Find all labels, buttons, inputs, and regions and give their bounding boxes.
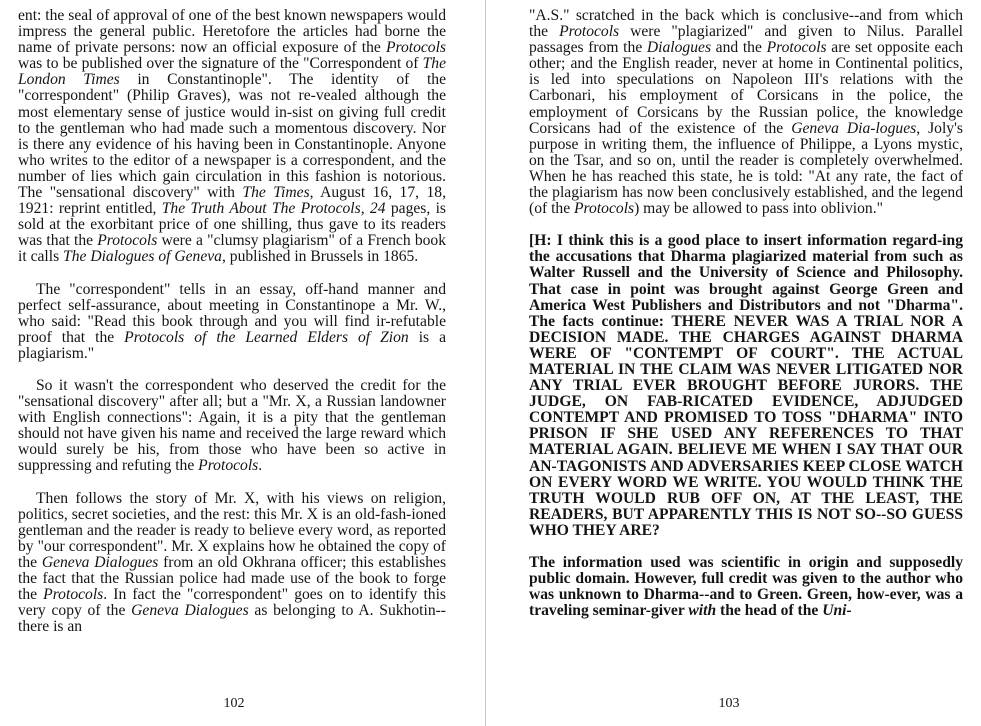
italic-run: Protocols — [97, 232, 158, 250]
italic-run: Geneva Dialogues — [131, 602, 249, 620]
italic-run: Protocols — [766, 39, 827, 57]
right-page-text-column — [529, 8, 963, 619]
text-run: [H: I think this is a good place to insert information regard-ing the accusations that Dharma plagiarized material from such as Walter Russell and the University of Science and Philosophy. That case in point was brought against George Green and America West Publishers and Distributors and not "Dharma". The facts continue: THERE NEVER WAS A TRIAL NOR A DECISION MADE. THE CHARGES AGAINST DHARMA WERE OF "CONTEMPT OF COURT". THE ACTUAL MATERIAL IN THE CLAIM WAS NEVER LITIGATED NOR ANY TRIAL EVER BROUGHT BEFORE JURORS. THE JUDGE, ON FAB-RICATED EVIDENCE, ADJUDGED CONTEMPT AND PROMISED TO TOSS "DHARMA" INTO PRISON IF SHE USED ANY REFERENCES TO THAT MATERIAL AGAIN. BELIEVE ME WHEN I SAY THAT OUR AN-TAGONISTS AND ADVERSARIES KEEP CLOSE WATCH ON EVERY WORD WE WRITE. YOU WOULD THINK THE TRUTH WOULD RUB OFF ON, AT THE LEAST, THE READERS, BUT APPARENTLY THIS IS NOT SO--SO GUESS WHO THEY ARE? — [529, 232, 963, 539]
right-paragraph-2-editorial-note — [529, 233, 963, 539]
italic-run: Protocols — [198, 457, 259, 475]
text-run: from an old Okhrana officer; this establishes the fact that the Russian police had made use of the book to forge the — [18, 553, 447, 604]
left-paragraph-2 — [18, 282, 446, 362]
text-run: , published in Brussels in 1865. — [221, 248, 419, 266]
italic-run: Geneva Dia-logues — [791, 119, 917, 137]
italic-run: Protocols of the Learned Elders of Zion — [124, 328, 409, 346]
left-page-text-column — [18, 8, 446, 635]
italic-run: The Truth About The Protocols, 24 — [161, 200, 386, 218]
text-run: are set opposite each other; and the English reader, never at home in Continental politics, is led into speculations on Napoleon III's relations with the Carbonari, his employment of Corsicans in the police, the employment of Corsicans by the Russian police, the knowledge Corsicans had of the existence of the — [529, 39, 964, 137]
text-run: pages, is sold at the exorbitant price of one shilling, thus gave to its readers was that the — [18, 200, 446, 250]
italic-run: Uni- — [822, 602, 852, 620]
text-run: . In fact the "correspondent" goes on to identify this very copy of the — [18, 586, 446, 620]
text-run: , August 16, 17, 18, 1921: reprint entitled, — [18, 184, 446, 218]
italic-run: Protocols — [574, 200, 635, 218]
text-run: ) may be allowed to pass into oblivion." — [634, 200, 883, 218]
text-run: . — [258, 457, 263, 475]
text-run: The information used was scientific in origin and supposedly public domain. However, full credit was given to the author who was unknown to Dharma--and to Green. Green, how-ever, was a traveling seminar-giver — [529, 554, 963, 620]
text-run: were a "clumsy plagiarism" of a French book it calls — [18, 232, 447, 266]
left-paragraph-3 — [18, 378, 446, 475]
left-page-number: 102 — [223, 696, 245, 711]
left-paragraph-4 — [18, 491, 446, 636]
italic-run: The London Times — [18, 55, 446, 89]
text-run: is a plagiarism." — [18, 328, 447, 362]
left-paragraph-1 — [18, 8, 446, 266]
text-run: the head of the — [716, 602, 823, 620]
italic-run: Protocols — [559, 23, 620, 41]
text-run: Then follows the story of Mr. X, with his views on religion, politics, secret societies, and the rest: this Mr. X is an old-fash-ioned gentleman and the reader is ready to believe every word, as reported by "our correspondent". Mr. X explains how he obtained the copy of the — [18, 489, 446, 571]
text-run: , Joly's purpose in writing them, the influence of Philippe, a Lyons mystic, on the Tsar, and so on, until the reader is completely overwhelmed. When he has reached this state, he is told: "At any rate, the fact of the plagiarism has now been conclusively established, and the legend (of the — [529, 119, 963, 218]
italic-run: Geneva Dialogues — [41, 553, 159, 571]
text-run: The "correspondent" tells in an essay, off-hand manner and perfect self-assurance, about meeting in Constantinope a Mr. W., who said: "Read this book through and you will find ir-refutable proof that the — [18, 280, 446, 346]
text-run: ent: the seal of approval of one of the best known newspapers would impress the general public. Heretofore the articles had borne the name of private persons: now an official exposure of the — [18, 7, 446, 57]
text-run: in Constantinople". The identity of the "correspondent" (Philip Graves), was not re-vealed although the most elementary sense of justice would in-sist on giving full credit to the gentleman who had made such a momentous discovery. Nor is there any evidence of his having been in Constantinople. Anyone who writes to the editor of a newspaper is a correspondent, and the number of lies which gain circulation in this fashion is notorious. The "sensational discovery" with — [18, 71, 446, 202]
right-page — [487, 0, 981, 726]
text-run: as belonging to A. Sukhotin--there is an — [18, 602, 447, 636]
italic-run: Dialogues — [646, 39, 712, 57]
text-run: were "plagiarized" and given to Nilus. Parallel passages from the — [529, 23, 964, 57]
italic-run: Protocols — [385, 39, 446, 57]
text-run: "A.S." scratched in the back which is conclusive--and from which the — [529, 7, 963, 41]
italic-run: The Dialogues of Geneva — [63, 248, 222, 266]
italic-run: with — [688, 602, 717, 620]
right-page-number: 103 — [718, 696, 740, 711]
text-run: and the — [711, 39, 767, 57]
right-paragraph-3 — [529, 555, 963, 619]
page-gutter-divider — [485, 0, 486, 726]
left-page — [0, 0, 486, 726]
right-paragraph-1 — [529, 8, 963, 217]
italic-run: Protocols — [43, 586, 104, 604]
text-run: So it wasn't the correspondent who deserved the credit for the "sensational discovery" after all; but a "Mr. X, a Russian landowner with English connections": Again, it is a pity that the gentleman should not have given his name and received the large reward which would surely be his, from those who have been so active in suppressing and refuting the — [18, 376, 446, 475]
italic-run: The Times — [242, 184, 310, 202]
text-run: was to be published over the signature of the "Correspondent of — [18, 55, 423, 73]
